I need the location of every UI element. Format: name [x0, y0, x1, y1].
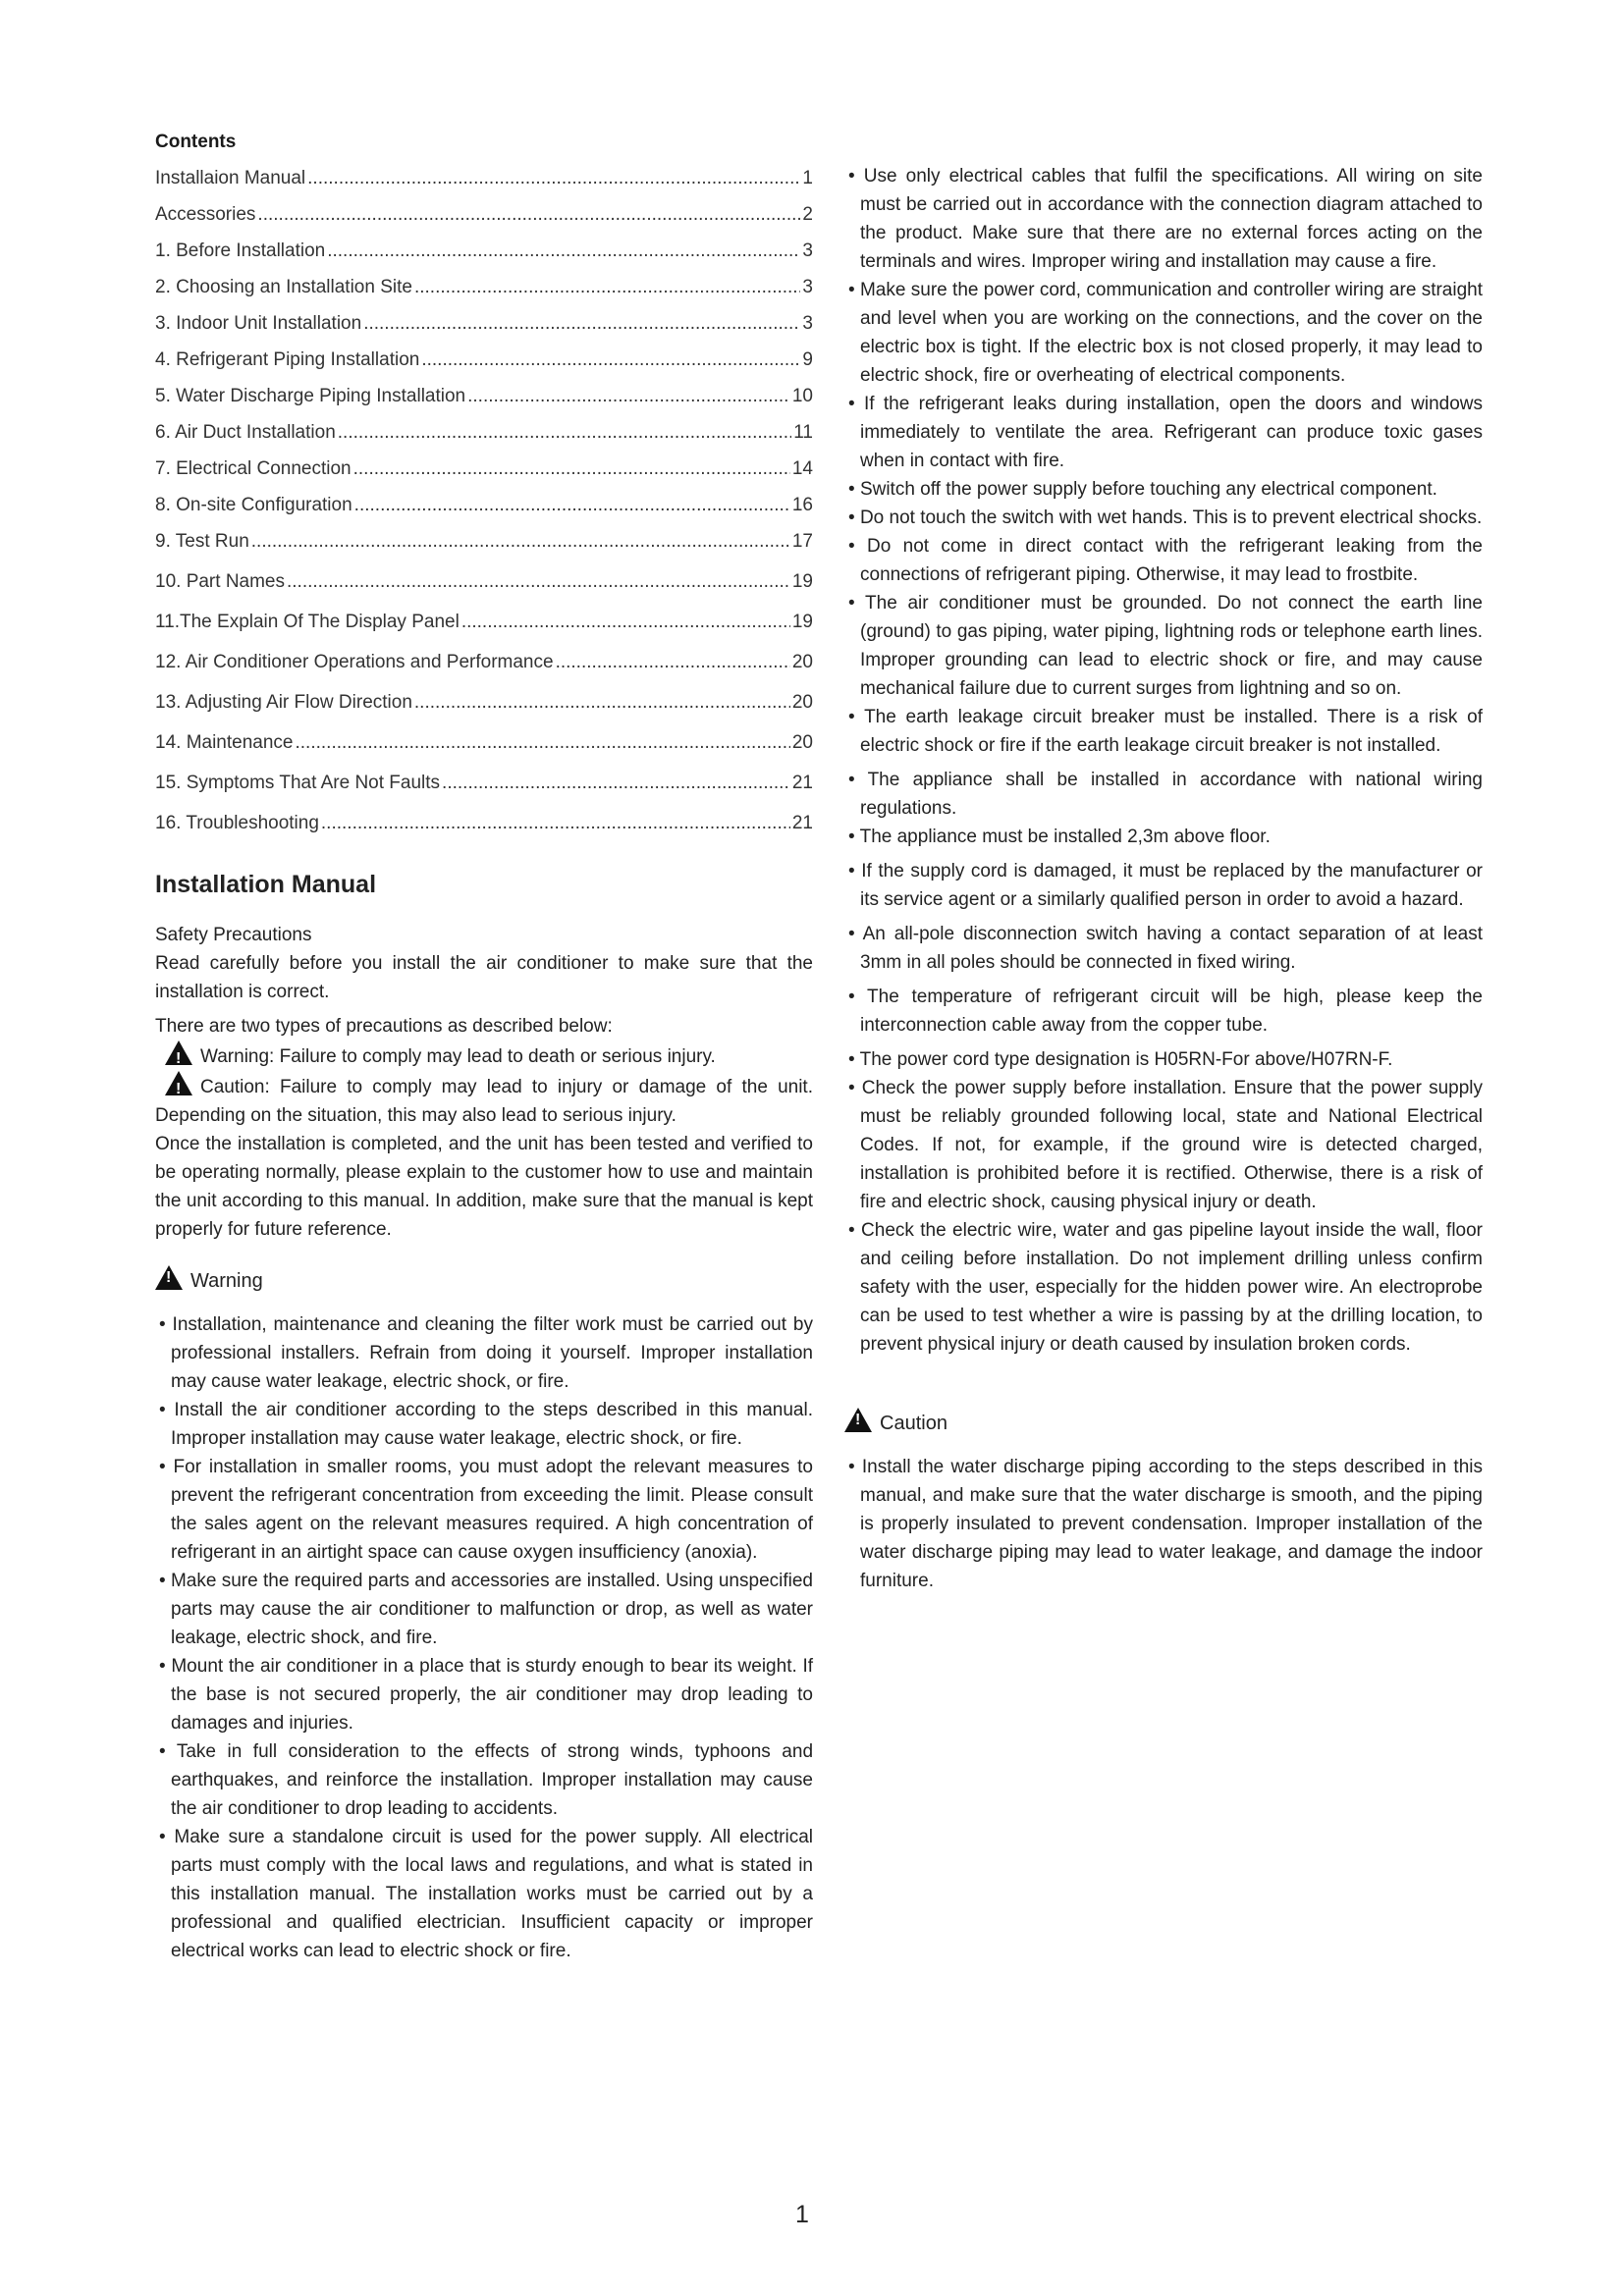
toc-item[interactable]: [155, 314, 813, 334]
caution-bullet-list: [844, 1453, 1483, 1595]
toc-item-label: 11.The Explain Of The Display Panel: [155, 612, 460, 632]
bullet-item: • Make sure the power cord, communication and controller wiring are straight and level when you are working on the connections, and the cover on the electric box is tight. If the electric box is not closed properly, it may lead to electric shock, fire or overheating of electrical components.: [844, 276, 1483, 390]
toc-item-label: Installaion Manual: [155, 168, 306, 188]
toc-item-page: 3: [802, 240, 813, 261]
bullet-item: • Do not come in direct contact with the refrigerant leaking from the connections of refrigerant piping. Otherwise, it may lead to frostbite.: [844, 532, 1483, 589]
toc-leader-dots: [467, 387, 790, 406]
bullet-item: • Make sure a standalone circuit is used for the power supply. All electrical parts must comply with the local laws and regulations, and what is stated in this installation manual. The installation works must be carried out by a professional and qualified electrician. Insufficient capacity or improper electrical works can lead to electric shock or fire.: [155, 1823, 813, 1965]
bullet-item: • If the refrigerant leaks during installation, open the doors and windows immediately to ventilate the area. Refrigerant can produce toxic gases when in contact with fire.: [844, 390, 1483, 475]
bullet-item: • The appliance shall be installed in accordance with national wiring regulations.: [844, 766, 1483, 823]
safety-precautions-title: Safety Precautions: [155, 925, 312, 945]
toc-leader-dots: [251, 532, 790, 552]
warning-icon: [155, 1265, 183, 1290]
bullet-item: • The air conditioner must be grounded. Do not connect the earth line (ground) to gas piping, water piping, lightning rods or telephone earth lines. Improper grounding can lead to electric shock or fire, and may cause mechanical failure due to current surges from lightning and so on.: [844, 589, 1483, 703]
toc-leader-dots: [421, 350, 800, 370]
two-types-text: There are two types of precautions as described below:: [155, 1016, 613, 1037]
bullet-item: • Install the air conditioner according to the steps described in this manual. Improper installation may cause water leakage, electric shock, or fire.: [155, 1396, 813, 1453]
toc-item-label: 2. Choosing an Installation Site: [155, 277, 412, 297]
bullet-item: • If the supply cord is damaged, it must be replaced by the manufacturer or its service agent or a similarly qualified person in order to avoid a hazard.: [844, 857, 1483, 914]
toc-item-label: 5. Water Discharge Piping Installation: [155, 386, 466, 406]
toc-item-page: 14: [791, 458, 813, 479]
toc-item[interactable]: [155, 814, 813, 833]
bullet-item: • Do not touch the switch with wet hands. This is to prevent electrical shocks.: [844, 504, 1483, 532]
warning-triangle-icon: [165, 1041, 192, 1065]
toc-leader-dots: [442, 774, 790, 793]
toc-leader-dots: [321, 814, 790, 833]
toc-item-label: 16. Troubleshooting: [155, 813, 319, 833]
toc-item-label: 15. Symptoms That Are Not Faults: [155, 773, 441, 793]
warning-definition: !Warning: Failure to comply may lead to death or serious injury.: [155, 1041, 813, 1071]
table-of-contents: [155, 169, 813, 833]
toc-item-page: 21: [791, 813, 813, 833]
toc-leader-dots: [414, 278, 800, 297]
toc-leader-dots: [287, 572, 790, 592]
toc-item-label: 6. Air Duct Installation: [155, 422, 336, 443]
toc-item-page: 1: [802, 168, 813, 188]
toc-item[interactable]: [155, 459, 813, 479]
right-column: [844, 162, 1483, 1595]
warning-bullet-list-continued: [844, 162, 1483, 1359]
bullet-item: • The power cord type designation is H05RN-For above/H07RN-F.: [844, 1045, 1483, 1074]
toc-item[interactable]: [155, 387, 813, 406]
toc-item-page: 19: [791, 571, 813, 592]
toc-item[interactable]: [155, 572, 813, 592]
once-completed-text: Once the installation is completed, and the unit has been tested and verified to be operating normally, please explain to the customer how to use and maintain the unit according to this manual. In addition, make sure that the manual is kept properly for future reference.: [155, 1134, 813, 1240]
toc-item-label: 9. Test Run: [155, 531, 249, 552]
toc-item-page: 9: [802, 349, 813, 370]
warning-heading: !Warning: [155, 1265, 813, 1293]
toc-item[interactable]: [155, 423, 813, 443]
caution-definition: !Caution: Failure to comply may lead to injury or damage of the unit. Depending on the situation, this may also lead to serious injury.: [155, 1071, 813, 1130]
installation-manual-heading: Installation Manual: [155, 871, 377, 898]
toc-leader-dots: [353, 459, 790, 479]
bullet-item: • For installation in smaller rooms, you must adopt the relevant measures to prevent the refrigerant concentration from exceeding the limit. Please consult the sales agent on the relevant measures required. A high concentration of refrigerant in an airtight space can cause oxygen insufficiency (anoxia).: [155, 1453, 813, 1567]
toc-item-label: 13. Adjusting Air Flow Direction: [155, 692, 412, 713]
toc-item-page: 10: [791, 386, 813, 406]
bullet-item: • Use only electrical cables that fulfil the specifications. All wiring on site must be carried out in accordance with the connection diagram attached to the product. Make sure that there are no external forces acting on the terminals and wires. Improper wiring and installation may cause a fire.: [844, 162, 1483, 276]
page-number: 1: [795, 2201, 809, 2228]
toc-item-page: 3: [802, 277, 813, 297]
caution-heading: !Caution: [844, 1408, 1483, 1435]
contents-title: Contents: [155, 132, 237, 152]
read-carefully-text: Read carefully before you install the air conditioner to make sure that the installation is correct.: [155, 953, 813, 1002]
toc-item-label: 10. Part Names: [155, 571, 285, 592]
bullet-item: • Check the power supply before installation. Ensure that the power supply must be reliably grounded following local, state and National Electrical Codes. If not, for example, if the ground wire is detected charged, installation is prohibited before it is rectified. Otherwise, there is a risk of fire and electric shock, causing physical injury or death.: [844, 1074, 1483, 1216]
toc-item[interactable]: [155, 532, 813, 552]
toc-leader-dots: [307, 169, 800, 188]
toc-item-page: 16: [791, 495, 813, 515]
toc-item[interactable]: [155, 496, 813, 515]
left-column: [155, 132, 813, 1965]
toc-item-label: 1. Before Installation: [155, 240, 326, 261]
toc-item-page: 21: [791, 773, 813, 793]
toc-item-label: 7. Electrical Connection: [155, 458, 352, 479]
toc-item[interactable]: [155, 241, 813, 261]
toc-item-page: 19: [791, 612, 813, 632]
bullet-item: • Make sure the required parts and accessories are installed. Using unspecified parts may cause the air conditioner to malfunction or drop, as well as water leakage, electric shock, and fire.: [155, 1567, 813, 1652]
toc-item[interactable]: [155, 278, 813, 297]
toc-item[interactable]: [155, 653, 813, 672]
toc-item-page: 2: [802, 204, 813, 225]
warning-bullet-list: [155, 1310, 813, 1965]
toc-item[interactable]: [155, 205, 813, 225]
toc-item-page: 20: [791, 692, 813, 713]
toc-item-label: 4. Refrigerant Piping Installation: [155, 349, 420, 370]
toc-item[interactable]: [155, 733, 813, 753]
bullet-item: • Switch off the power supply before touching any electrical component.: [844, 475, 1483, 504]
bullet-item: • Installation, maintenance and cleaning the filter work must be carried out by professional installers. Refrain from doing it yourself. Improper installation may cause water leakage, electric shock, or fire.: [155, 1310, 813, 1396]
toc-leader-dots: [363, 314, 800, 334]
toc-item[interactable]: [155, 774, 813, 793]
toc-item[interactable]: [155, 693, 813, 713]
toc-item-page: 3: [802, 313, 813, 334]
bullet-item: • The earth leakage circuit breaker must be installed. There is a risk of electric shock or fire if the earth leakage circuit breaker is not installed.: [844, 703, 1483, 760]
toc-item-label: 12. Air Conditioner Operations and Performance: [155, 652, 554, 672]
toc-leader-dots: [354, 496, 790, 515]
toc-leader-dots: [257, 205, 800, 225]
toc-item[interactable]: [155, 169, 813, 188]
bullet-item: • The temperature of refrigerant circuit will be high, please keep the interconnection cable away from the copper tube.: [844, 983, 1483, 1040]
toc-leader-dots: [296, 733, 790, 753]
toc-item[interactable]: [155, 350, 813, 370]
toc-item-label: 14. Maintenance: [155, 732, 294, 753]
bullet-item: • The appliance must be installed 2,3m above floor.: [844, 823, 1483, 851]
bullet-item: • Mount the air conditioner in a place that is sturdy enough to bear its weight. If the base is not secured properly, the air conditioner may drop leading to damages and injuries.: [155, 1652, 813, 1737]
toc-item-page: 20: [791, 732, 813, 753]
toc-item-label: Accessories: [155, 204, 256, 225]
bullet-item: • Install the water discharge piping according to the steps described in this manual, and make sure that the water discharge is smooth, and the piping is properly insulated to prevent condensation. Improper installation of the water discharge piping may lead to water leakage, and damage the indoor furniture.: [844, 1453, 1483, 1595]
toc-item-page: 17: [791, 531, 813, 552]
caution-icon: [844, 1408, 872, 1432]
toc-item[interactable]: [155, 613, 813, 632]
toc-item-page: 11: [793, 422, 813, 443]
toc-leader-dots: [327, 241, 800, 261]
toc-leader-dots: [461, 613, 790, 632]
toc-item-label: 3. Indoor Unit Installation: [155, 313, 362, 334]
toc-leader-dots: [556, 653, 790, 672]
caution-triangle-icon: [165, 1071, 192, 1095]
bullet-item: • An all-pole disconnection switch having a contact separation of at least 3mm in all poles should be connected in fixed wiring.: [844, 920, 1483, 977]
toc-item-page: 20: [791, 652, 813, 672]
toc-leader-dots: [414, 693, 790, 713]
bullet-item: • Take in full consideration to the effects of strong winds, typhoons and earthquakes, and reinforce the installation. Improper installation may cause the air conditioner to drop leading to accidents.: [155, 1737, 813, 1823]
toc-item-label: 8. On-site Configuration: [155, 495, 352, 515]
toc-leader-dots: [338, 423, 792, 443]
bullet-item: • Check the electric wire, water and gas pipeline layout inside the wall, floor and ceiling before installation. Do not implement drilling unless confirm safety with the user, especially for the hidden power wire. An electroprobe can be used to test whether a wire is passing by at the drilling location, to prevent physical injury or death caused by insulation broken cords.: [844, 1216, 1483, 1359]
